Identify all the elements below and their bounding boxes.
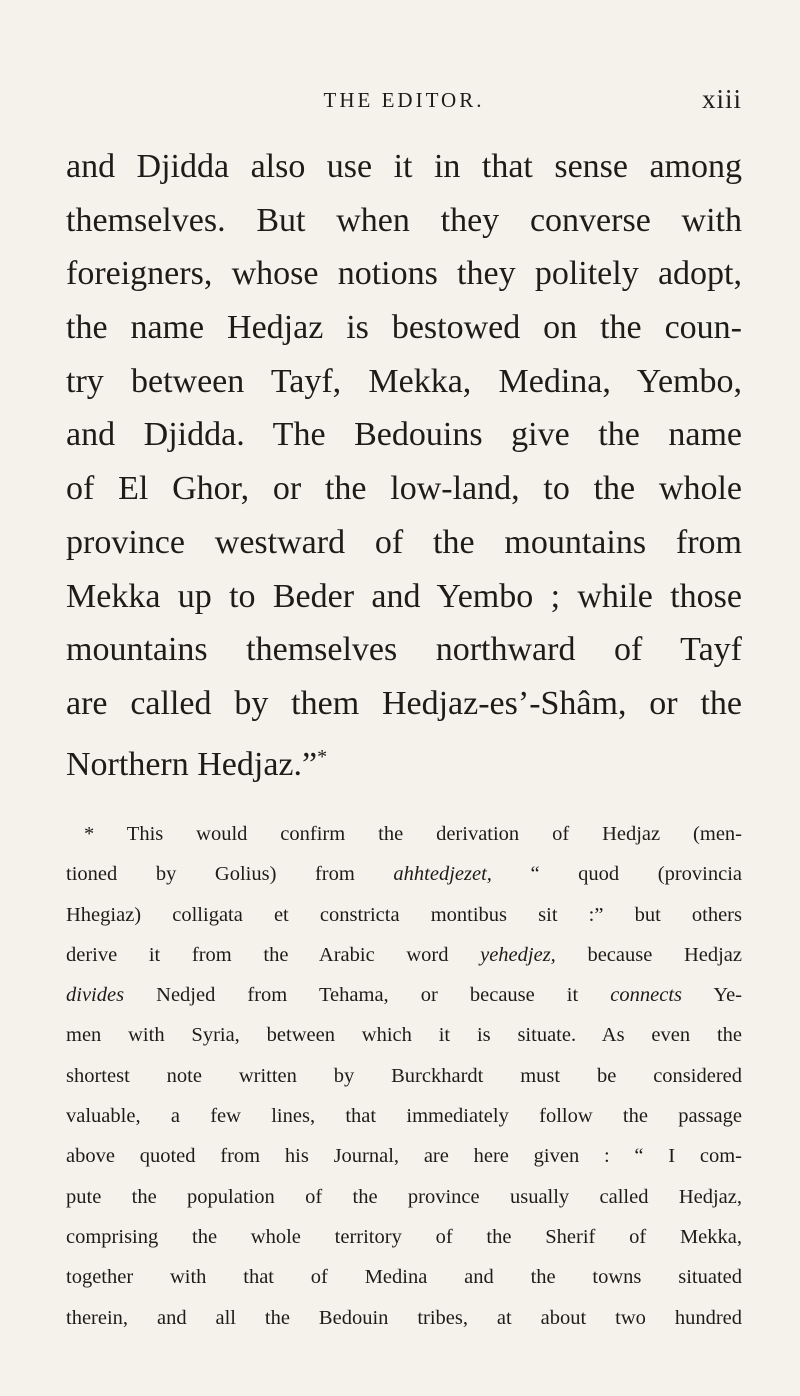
footnote-text: Hhegiaz) colligata et constricta montibus sit :” but others [66, 903, 742, 926]
footnote-text: above quoted from his Journal, are here given : “ I com- [66, 1145, 742, 1168]
footnote-italic-term: divides [66, 984, 125, 1007]
footnote-line [66, 1257, 742, 1297]
footnote-italic-term: ahhtedjezet, [393, 863, 492, 886]
footnote-text: tioned by Golius) from [66, 863, 394, 886]
footnote-text: therein, and all the Bedouin tribes, at about two hundred [66, 1306, 742, 1329]
footnote-text: “ quod (provincia [491, 863, 742, 886]
footnote-text: pute the population of the province usually called Hedjaz, [66, 1185, 742, 1208]
text-line: province westward of the mountains from [66, 523, 742, 561]
footnote-italic-term: connects [610, 984, 683, 1007]
text-line: and Djidda. The Bedouins give the name [66, 416, 742, 454]
footnote-line [66, 814, 742, 854]
text-line: foreigners, whose notions they politely adopt, [66, 255, 742, 293]
text-line-last-content: Northern Hedjaz.” [66, 745, 318, 783]
text-line: mountains themselves northward of Tayf [66, 631, 742, 669]
footnote-line [66, 854, 742, 894]
main-text [66, 140, 742, 784]
footnote-text: because Hedjaz [555, 943, 742, 966]
text-line: and Djidda also use it in that sense among [66, 148, 742, 185]
footnote-line [66, 1298, 742, 1338]
footnote-line [66, 1136, 742, 1176]
running-head [66, 84, 742, 118]
footnote-text: shortest note written by Burckhardt must be considered [66, 1064, 742, 1087]
running-title: THE EDITOR. [323, 88, 485, 112]
footnote-line [66, 975, 742, 1015]
footnote-italic-term: yehedjez, [480, 943, 556, 966]
footnote-text: comprising the whole territory of the Sherif of Mekka, [66, 1225, 742, 1248]
text-line: the name Hedjaz is bestowed on the coun- [66, 309, 742, 347]
footnote-line [66, 1217, 742, 1257]
footnote-line [66, 935, 742, 975]
footnote-text: valuable, a few lines, that immediately follow the passage [66, 1105, 742, 1128]
footnote-text: men with Syria, between which it is situate. As even the [66, 1024, 742, 1047]
footnote-line [66, 1015, 742, 1055]
footnote-line [66, 895, 742, 935]
footnote-text: * This would confirm the derivation of Hedjaz (men- [84, 823, 742, 845]
text-line-last [66, 731, 742, 785]
footnote-line [66, 1056, 742, 1096]
footnote-text: Nedjed from Tehama, or because it [124, 984, 611, 1007]
footnote-line [66, 1177, 742, 1217]
footnote [66, 814, 742, 1338]
text-line: themselves. But when they converse with [66, 201, 742, 239]
text-line: of El Ghor, or the low-land, to the whole [66, 470, 742, 508]
text-line: try between Tayf, Mekka, Medina, Yembo, [66, 362, 742, 400]
footnote-marker: * [317, 745, 328, 768]
footnote-line [66, 1096, 742, 1136]
footnote-text: derive it from the Arabic word [66, 943, 481, 966]
footnote-text: together with that of Medina and the towns situated [66, 1266, 742, 1289]
page-number: xiii [701, 84, 742, 114]
text-line: are called by them Hedjaz-es’-Shâm, or the [66, 684, 742, 722]
text-line: Mekka up to Beder and Yembo ; while those [66, 577, 742, 615]
footnote-text: Ye- [682, 984, 742, 1007]
